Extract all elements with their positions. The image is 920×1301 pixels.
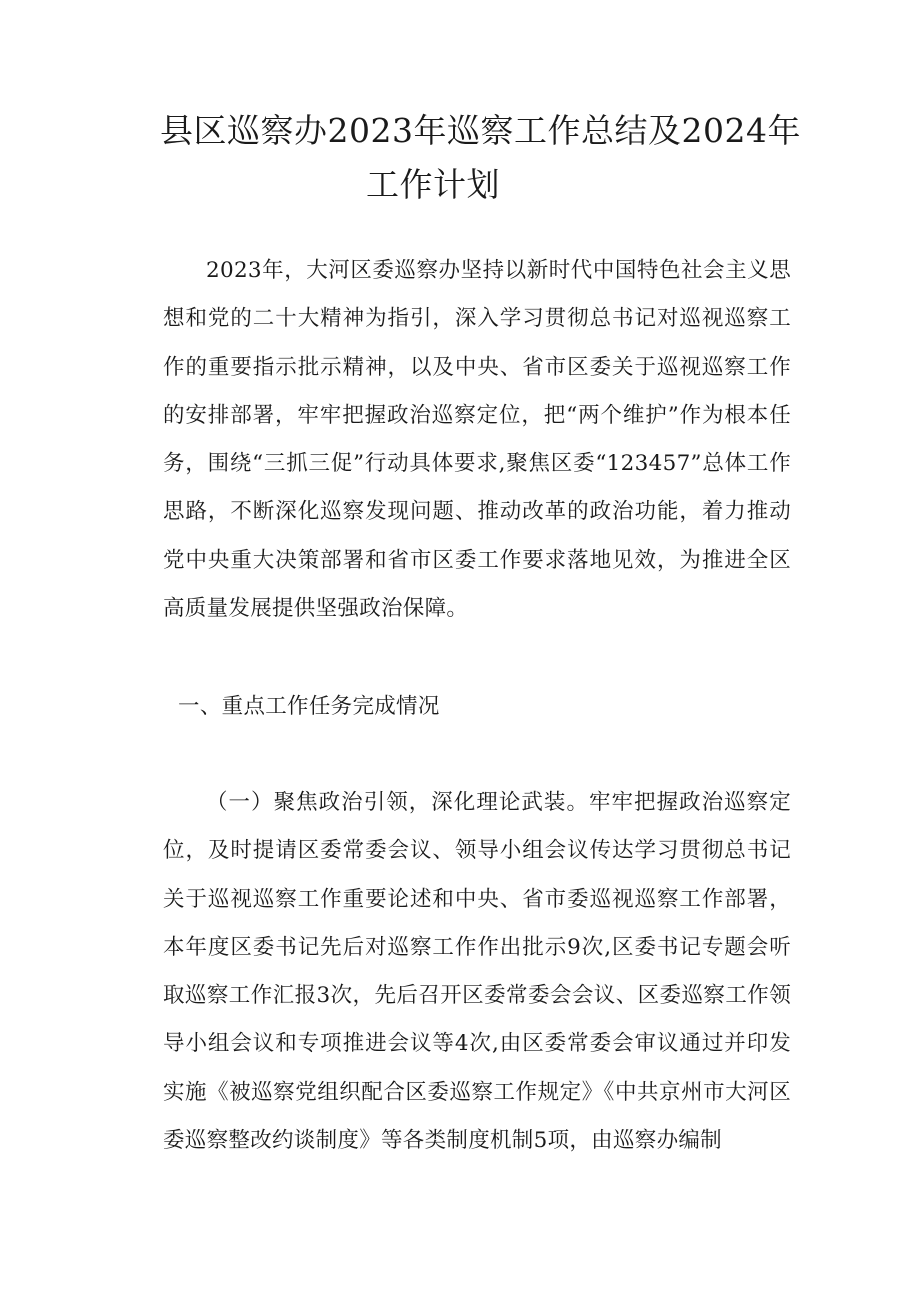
subsection-paragraph-political-guidance bbox=[163, 779, 791, 1165]
document-title bbox=[160, 104, 800, 212]
subsection-body: 牢牢把握政治巡察定位，及时提请区委常委会议、领导小组会议传达学习贯彻总书记关于巡视巡察工作重要论述和中央、省市委巡视巡察工作部署，本年度区委书记先后对巡察工作作出批示9次,区委书记专题会听取巡察工作汇报3次，先后召开区委常委会会议、区委巡察工作领导小组会议和专项推进会议等4次,由区委常委会审议通过并印发实施《被巡察党组织配合区委巡察工作规定》《中共京州市大河区委巡察整改约谈制度》等各类制度机制5项，由巡察办编制 bbox=[163, 790, 792, 1154]
section-heading-key-tasks: 一、重点工作任务完成情况 bbox=[178, 694, 440, 719]
intro-paragraph: 2023年，大河区委巡察办坚持以新时代中国特色社会主义思想和党的二十大精神为指引，深入学习贯彻总书记对巡视巡察工作的重要指示批示精神，以及中央、省市区委关于巡视巡察工作的安排部署，牢牢把握政治巡察定位，把“两个维护”作为根本任务，围绕“三抓三促”行动具体要求,聚焦区委“123457”总体工作思路，不断深化巡察发现问题、推动改革的政治功能，着力推动党中央重大决策部署和省市区委工作要求落地见效，为推进全区高质量发展提供坚强政治保障。 bbox=[163, 258, 791, 622]
title-line-2: 工作计划 bbox=[366, 165, 500, 204]
title-line-1: 县区巡察办2023年巡察工作总结及2024年 bbox=[160, 111, 801, 150]
subsection-title: （一）聚焦政治引领，深化理论武装。 bbox=[206, 790, 589, 815]
